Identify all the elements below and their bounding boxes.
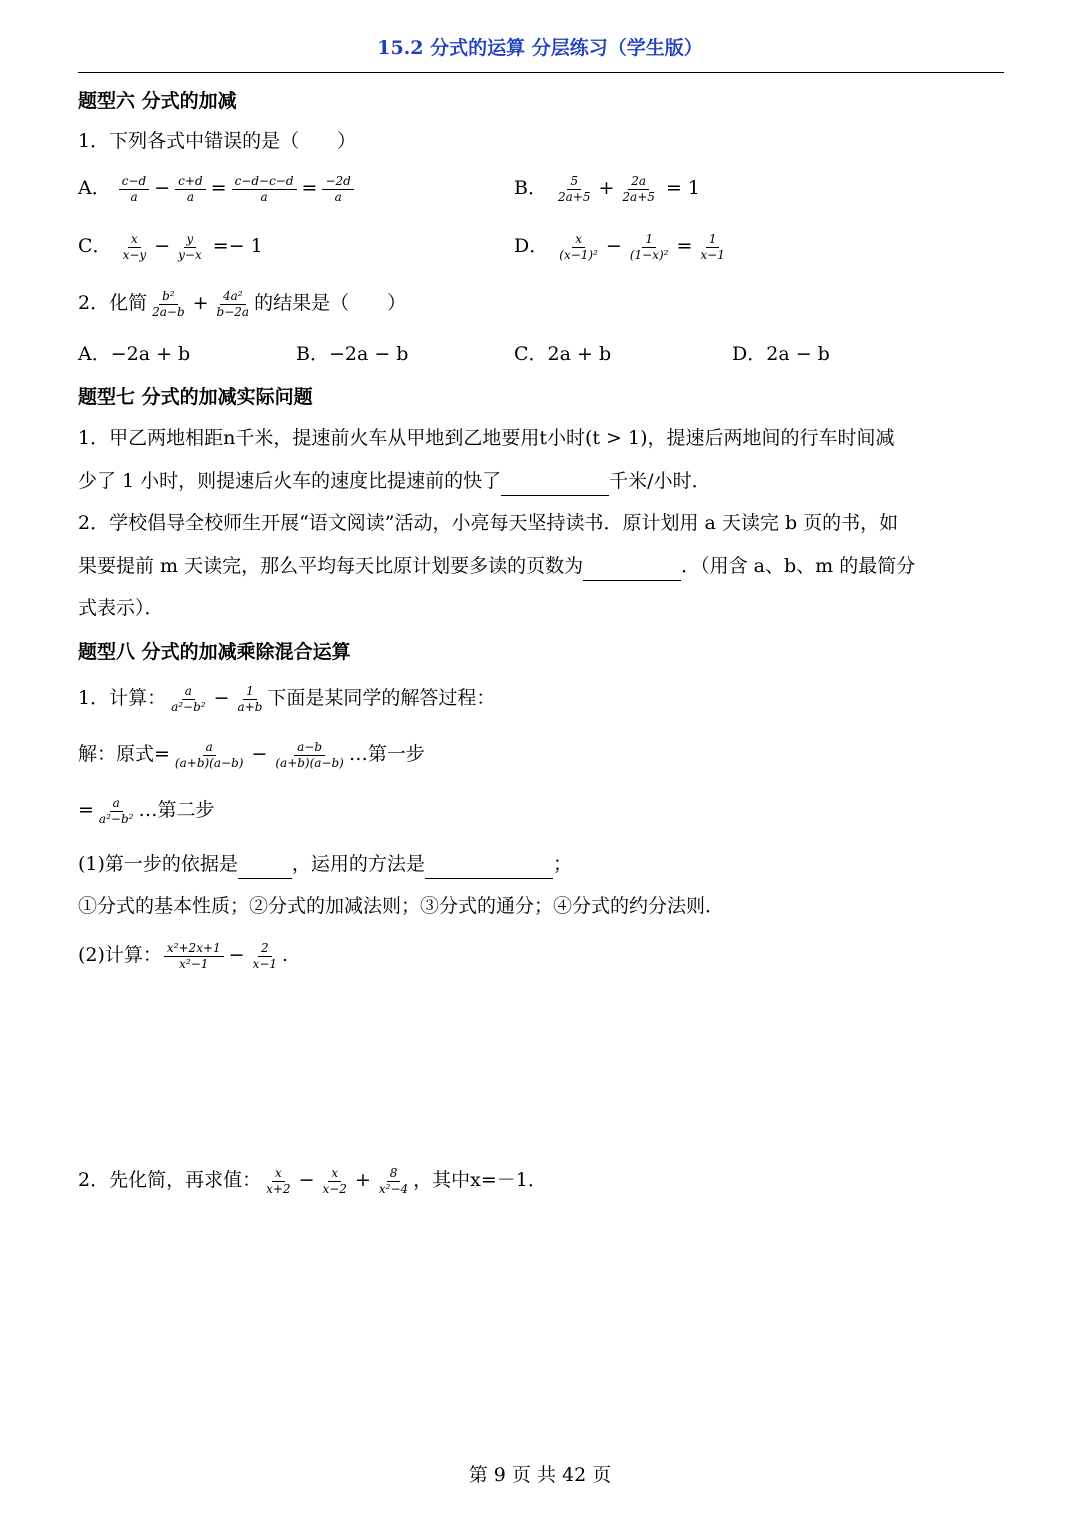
fraction: $\frac{2a}{2a+5}$ <box>622 173 655 204</box>
fraction: $\frac{a}{\text{a²−b²}}$ <box>171 683 206 714</box>
question-7-2-line-1: 2．学校倡导全校师生开展“语文阅读”活动，小亮每天坚持读书．原计划用 a 天读完 b 页的书，如 <box>78 512 899 534</box>
question-6-1-stem: 1．下列各式中错误的是（ ） <box>78 130 357 152</box>
fraction: $\frac{8}{\text{x²−4}}$ <box>378 1165 409 1196</box>
section-title-6: 题型六 分式的加减 <box>78 90 237 112</box>
answer-blank[interactable] <box>425 856 553 879</box>
fraction: $\frac{c-d}{a}$ <box>119 174 149 205</box>
option-label: B． <box>514 177 547 199</box>
fraction: $\frac{\text{x²+2x+1}}{\text{x²−1}}$ <box>164 941 224 972</box>
fraction: $\frac{-2d}{a}$ <box>322 174 353 205</box>
question-8-1-part-2: (2)计算： $\frac{\text{x²+2x+1}}{\text{x²−1}}$ − $\frac{2}{x-1}$ . <box>78 940 289 971</box>
question-6-2-option-a: A．−2a + b <box>78 343 191 365</box>
question-8-1-part-1: (1)第一步的依据是 ，运用的方法是 ； <box>78 849 572 879</box>
fraction: $\frac{1}{a+b}$ <box>237 683 263 714</box>
question-7-1-line-2: 少了 1 小时，则提速后火车的速度比提速前的快了 千米/小时． <box>78 466 711 496</box>
answer-blank[interactable] <box>501 473 609 496</box>
fraction: $\frac{c+d}{a}$ <box>175 174 205 205</box>
question-6-2-option-b: B．−2a − b <box>296 343 409 365</box>
question-8-2-stem: 2．先化简，再求值： $\frac{x}{x+2}$ − $\frac{x}{x-2}$ + $\frac{8}{\text{x²−4}}$ ，其中x=－1． <box>78 1165 547 1196</box>
fraction: $\frac{1}{\text{(1−x)²}}$ <box>629 231 669 262</box>
question-6-1-option-b: B． $\frac{5}{2a+5}$ + $\frac{2a}{2a+5}$ = 1 <box>514 173 701 204</box>
question-6-2-stem: 2．化简 $\frac{\text{b²}}{2a-b}$ + $\frac{\text{4a²}}{b-2a}$ 的结果是（ ） <box>78 288 407 319</box>
question-6-1-option-c: C． $\frac{x}{x-y}$ − $\frac{y}{y-x}$ =− 1 <box>78 231 263 262</box>
solution-step-1: 解：原式= $\frac{a}{(a+b)(a-b)}$ − $\frac{a-b}{(a+b)(a-b)}$ …第一步 <box>78 739 425 770</box>
question-6-1-option-a: A． $\frac{c-d}{a}$ − $\frac{c+d}{a}$ = $\frac{c-d-c-d}{a}$ = $\frac{-2d}{a}$ <box>78 173 356 205</box>
fraction: $\frac{c-d-c-d}{a}$ <box>232 174 297 205</box>
page-footer: 第 9 页 共 42 页 <box>468 1464 612 1486</box>
question-7-2-line-2: 果要提前 m 天读完，那么平均每天比原计划要多读的页数为 ．（用含 a、b、m 的最简分 <box>78 551 915 581</box>
fraction: $\frac{2}{x-1}$ <box>252 940 278 971</box>
question-6-1-option-d: D． $\frac{x}{\text{(x−1)²}}$ − $\frac{1}{\text{(1−x)²}}$ = $\frac{1}{x-1}$ <box>514 231 730 263</box>
answer-blank[interactable] <box>238 856 292 879</box>
question-8-1-options: ①分式的基本性质；②分式的加减法则；③分式的通分；④分式的约分法则． <box>78 895 725 917</box>
fraction: $\frac{\text{b²}}{2a-b}$ <box>152 288 185 319</box>
fraction: $\frac{1}{x-1}$ <box>700 231 725 262</box>
question-8-1-stem: 1．计算： $\frac{a}{\text{a²−b²}}$ − $\frac{1}{a+b}$ 下面是某同学的解答过程： <box>78 683 496 714</box>
option-label: D． <box>514 235 549 257</box>
question-6-2-option-d: D．2a − b <box>732 343 830 365</box>
option-label: C． <box>78 235 112 257</box>
fraction: $\frac{x}{x-2}$ <box>322 1165 347 1196</box>
page-header-title: 15.2 分式的运算 分层练习（学生版） <box>377 37 703 59</box>
fraction: $\frac{x}{\text{(x−1)²}}$ <box>559 231 598 262</box>
section-title-7: 题型七 分式的加减实际问题 <box>78 386 313 408</box>
fraction: $\frac{a-b}{(a+b)(a-b)}$ <box>275 739 344 770</box>
question-7-1-line-1: 1．甲乙两地相距n千米，提速前火车从甲地到乙地要用t小时(t > 1)，提速后两地间的行车时间减 <box>78 427 895 449</box>
fraction: $\frac{y}{y-x}$ <box>178 231 202 262</box>
answer-blank[interactable] <box>583 558 681 581</box>
fraction: $\frac{\text{4a²}}{b-2a}$ <box>216 288 250 319</box>
fraction: $\frac{x}{x-y}$ <box>122 231 147 262</box>
question-6-2-option-c: C．2a + b <box>514 343 612 365</box>
fraction: $\frac{a}{\text{a²−b²}}$ <box>98 795 134 826</box>
option-label: A． <box>78 177 111 199</box>
section-title-8: 题型八 分式的加减乘除混合运算 <box>78 641 351 663</box>
question-7-2-line-3: 式表示）． <box>78 597 164 619</box>
fraction: $\frac{5}{2a+5}$ <box>558 173 591 204</box>
fraction: $\frac{a}{(a+b)(a-b)}$ <box>174 739 244 770</box>
solution-step-2: = $\frac{a}{\text{a²−b²}}$ …第二步 <box>78 795 215 826</box>
header-divider <box>78 72 1004 73</box>
fraction: $\frac{x}{x+2}$ <box>266 1165 291 1196</box>
